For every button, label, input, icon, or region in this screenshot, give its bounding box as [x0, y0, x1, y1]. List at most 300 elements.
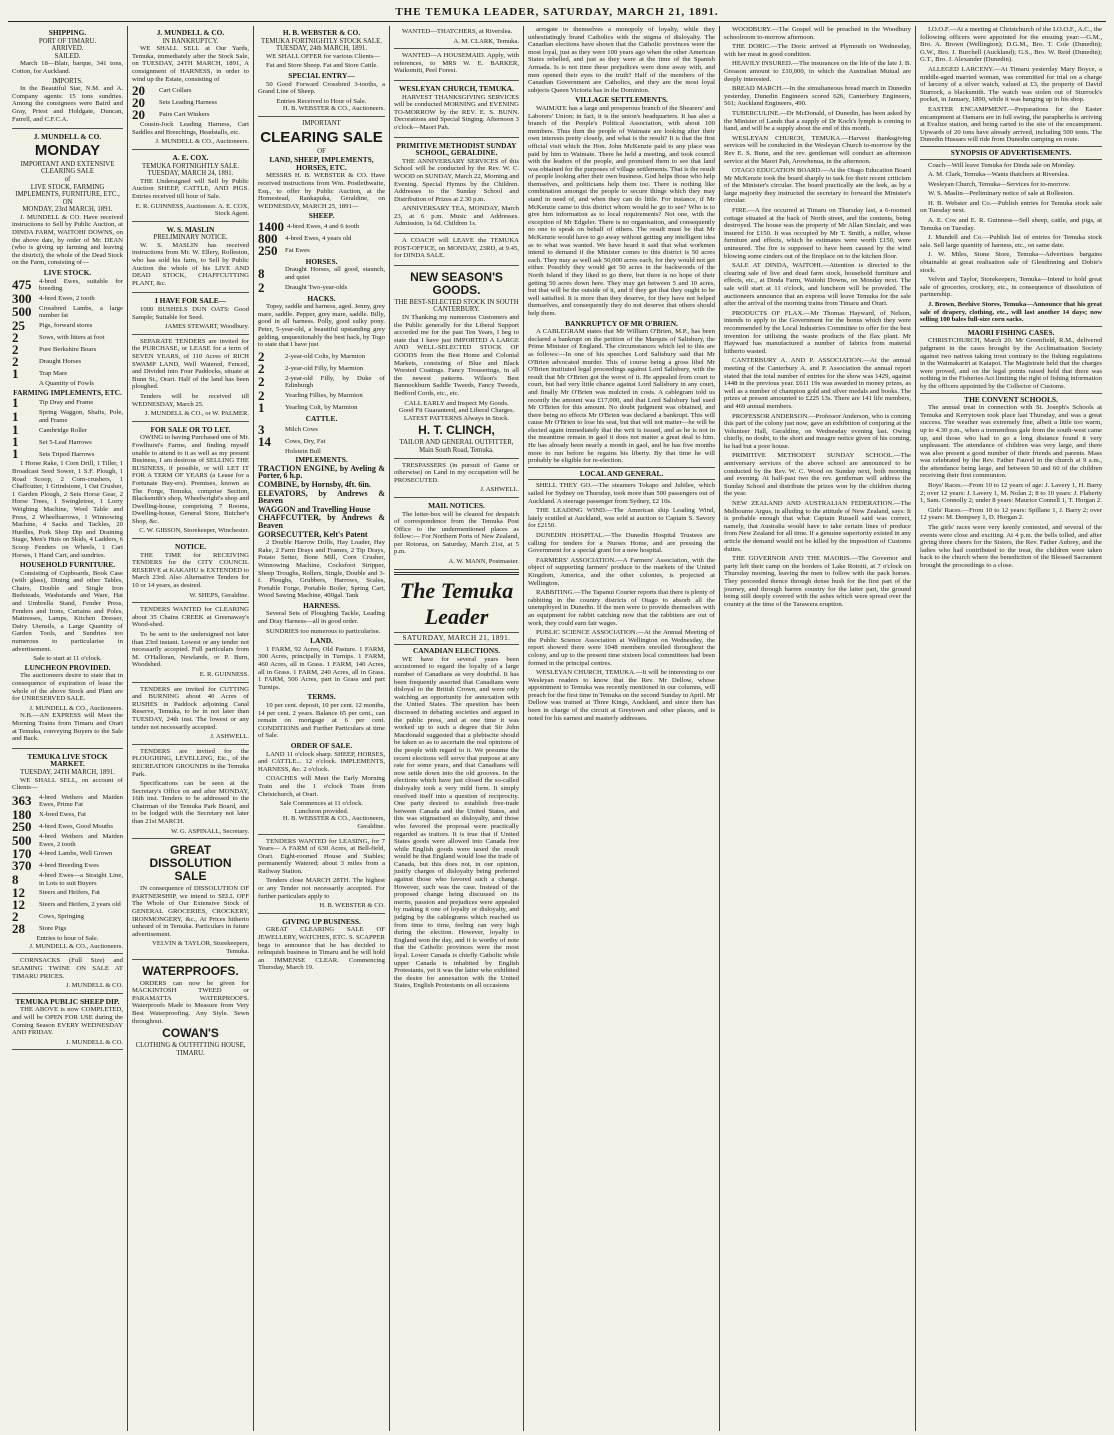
stock-item — [132, 85, 249, 97]
synopsis-item: Velvin and Taylor, Storekeepers, Temuka—Intend to hold great sale of groceries, crockery, etc., in consequence of dissolution of partnership. — [920, 276, 1102, 299]
stock-description: Spring Waggon, Shafts, Pole, and Frame — [39, 409, 123, 424]
dinda-sale-ad — [12, 130, 123, 749]
stock-description: 4-bred Wethers and Maiden Ewes, 2 tooth — [39, 832, 123, 848]
notice-text: THE TIME for RECEIVING TENDERS for the CITY COUNCIL RESERVE at KAKAHU is EXTENDED to March 23rd. Also Alternative Tenders for 10 or 14 years, as desired. — [132, 551, 249, 590]
coach-ad — [394, 235, 519, 266]
stock-description: Cows, Springing — [39, 913, 84, 921]
stock-quantity: 250 — [12, 818, 32, 834]
firm-name: J. MUNDELL & CO. — [156, 28, 225, 37]
news-item: OTAGO EDUCATION BOARD.—At the Otago Education Board Mr McKenzie took the board sharply to task for their recent criticism of the Minister's circular. The board practically ate the leek, as by a large majority they instructed the secretary to forward the Minister's circular. — [724, 167, 911, 205]
express-note: N.B.—AN EXPRESS will Meet the Morning Trains from Timaru and Orari at Temuka, conveying Buyers to the Sale and Back. — [12, 712, 123, 743]
stock-description: Tip Dray and Frame — [39, 399, 94, 407]
bankruptcy-text: A CABLEGRAM states that Mr William O'Brien, M.P., has been declared a bankrupt on the petition of the Marquis of Salisbury, the Prime Minister of England. The circumstances which led to this are as follows:—In one of his speeches Lord Salisbury said that Mr O'Brien advocated murder. This of course being a gross libel Mr O'Brien instituted legal proceedings against Lord Salisbury, with the result that Mr O'Brien got the worst of it. He appealed from court to court, but had very little chance against Lord Salisbury in any court, and finally Mr O'Brien was mulcted in costs. A cablegram told us recently the amount was £17,000, and that Lord Salisbury had sued Mr O'Brien for this amount. No doubt judgment was obtained, and there being no effects Mr O'Brien was declared a bankrupt. This will cause Mr O'Brien to lose his seat, but that will not matter—he will be elected again immediately that the writ is issued, and as he is not in the meantime remain in gaol it does not matter a great deal to him. He has already been nearly a month in gaol, and he has five months more to run before he regains his liberty. By that time he will probably be eligible for re-election. — [528, 328, 715, 465]
stock-quantity: 12 — [12, 885, 25, 901]
tender-deadline: Tenders will be received till WEDNESDAY, March 25. — [132, 392, 249, 408]
news-item: CANTERBURY A. AND P. ASSOCIATION.—At the annual meeting of the Canterbury A. and P. Association the annual report stated that the total number of entries for the show was 1429, against 1448 in the previous year. £611 19s was awarded in money prizes, as well as a number of champion gold and silver medals and books. The prizes at present amounted to £225 13s. There are 141 life members, and 469 annual members. — [724, 357, 911, 410]
stock-item — [12, 290, 123, 306]
maslin-text: W. S. MASLIN has received instructions from Mr. W. Ellery, Rolleston, who has sold his farm, to Sell by Public Auction the whole of his LIVE AND DEAD STOCK, CHAFFCUTTING PLANT, &c. — [132, 241, 249, 287]
signature: J. MUNDELL & CO., Auctioneers. — [29, 704, 123, 712]
sheep-dip-ad — [12, 995, 123, 1051]
news-item: I.O.O.F.—At a meeting at Christchurch of the I.O.O.F., A.C., the following officers were appointed for the ensuing year:—G.M., Bro. A. Brown (Wellington); D.G.M., Bro. T. Cole (Dunedin); G.W., Bro. J. Burchell (Auckland); G.S., Bro. W. Reid (Dunedin); G.T., Bro. J. Alexander (Dunedin). — [920, 26, 1102, 64]
stock-quantity: 1 — [12, 434, 19, 450]
girls-results: Girls' Races.—From 10 to 12 years: Spillane 1, J. Barry 2; over 12 years: M. Dempsey 1, D. Horgan 2. — [920, 506, 1102, 522]
on-label: ON — [62, 198, 73, 206]
stock-quantity: 12 — [12, 897, 25, 913]
stock-description: X-bred Ewes, Fat — [39, 811, 86, 819]
stock-quantity: 1 — [12, 408, 19, 424]
harness-ad — [132, 26, 249, 150]
cornsacks-text: CORNSACKS (Full Size) and SEAMING TWINE ON SALE AT TIMARU PRICES. — [12, 957, 123, 980]
rushes-text: TENDERS are invited for CUTTING and BURNING about 40 Acres of RUSHES in Paddock adjoining Canal Reserve, Temuka, to be in not later than TUESDAY, 24th inst. The lowest or any tender not necessarily accepted. — [132, 685, 249, 731]
synopsis-item: W. S. Maslin—Preliminary notice of sale at Rolleston. — [928, 190, 1074, 198]
news-item: FIRE.—A fire occurred at Timaru on Thursday last, a 6-roomed cottage situated at the back of North street, and the contents, being destroyed. The house was the property of Mr Allan Sinclair, and was insured for £150. It was occupied by Mr T. Smith, a miller, whose furniture and effects, which he estimates were worth £150, were uninsured. The fire is supposed to have been caused by the wind blowing some cinders out of the fireplace on to the kitchen floor. — [724, 207, 911, 260]
land-heading: LAND, SHEEP, IMPLEMENTS, HORSES, ETC. — [269, 155, 374, 172]
sheep-heading: SHEEP. — [308, 211, 335, 221]
lease-details: Tenders close MARCH 28TH. The highest or any Tender not necessarily accepted. For further particulars apply to — [258, 877, 385, 900]
stock-item — [12, 356, 123, 368]
signature: H. B. WEBSTER & CO., Auctioneers, Geraldine. — [282, 815, 385, 830]
imports-label: IMPORTS. — [52, 77, 83, 85]
cattle-heading: CATTLE. — [305, 414, 338, 423]
news-item: NEW ZEALAND AND AUSTRALIAN FEDERATION.—The Melbourne Argus, in alluding to the attitude of New Zealand, says: It is probable enough that what Captain Russell said was correct, namely, that Australia would have to take certain lines of produce from New Zealand for all time. If a genuine superiority existed in any article the demand would not be killed by the imposition of Customs duties. — [724, 500, 911, 553]
harvest-text: HARVEST THANKSGIVING SERVICES will be conducted MORNING and EVENING TO-MORROW by the REV. E. S. BUNN. Decorations and Special Singing. Afternoon 3 o'clock—Maori Pah. — [394, 93, 519, 131]
news-item: EASTER ENCAMPMENT.—Preparations for the Easter encampment at Oamaru are in full swing, the parapherlia is arriving at Evalize station, and being carted to the site of the encampment. Upwards of 20 tons have already arrived, including 500 tents. The Dunedin Hussars will ride from Dunedin camping en route. — [920, 105, 1102, 144]
news-item: PUBLIC SCIENCE ASSOCIATION.—At the Annual Meeting of the Public Science Association at Wellington on Wednesday, the report showed there were 1048 members enrolled throughout the colony, and up to the present time sixteen local committees had been formed in the principal centres. — [528, 629, 715, 667]
stock-item — [12, 923, 123, 935]
cox-heading: A. E. COX. — [172, 152, 209, 162]
signature: W. SHEPS, Geraldine. — [189, 591, 249, 599]
news-item: ALLEGED LARCENY.—At Timaru yesterday Mary Boyce, a middle-aged married woman, was committed for trial on a charge of larceny of a silver watch, valued at £3, the property of David Sturrock, a blacksmith. The watch was stolen out of Sturrock's pocket, in January, 1890, while it was hanging up in his shop. — [920, 65, 1102, 104]
maori-text: CHRISTCHURCH, March 20. Mr Greenfield, R.M., delivered judgment in the cases brought by the Acclimatisation Society against two natives taking trout contrary to the fishing regulations in the Waimakariri at Kaiapoi. The Magistrate held that the charges were proved, and on the legal points raised held that there was nothing in the Fisheries Act limiting the right of fishing information by the officers appointed by the Collector of Customs. — [920, 337, 1102, 390]
harness-misc: Cousin-Jock Leading Harness, Cart Saddles and Breechings, Headstalls, etc. — [132, 121, 249, 136]
important-heading: IMPORTANT AND EXTENSIVE CLEARING SALE — [20, 160, 115, 176]
village-heading: VILLAGE SETTLEMENTS. — [575, 95, 668, 105]
sale-start: Sale to start at 11 o'clock. — [33, 655, 102, 663]
important-label: IMPORTANT — [302, 119, 341, 127]
stock-description: Cows, Dry, Fat — [285, 437, 326, 445]
cattle-list — [258, 421, 385, 456]
news-item: HEAVILY INSURED.—The insurances on the life of the late J. B. Greason amount to £10,000, in which the Australian Mutual are deeply interested. — [724, 60, 911, 83]
convent-text: The annual treat in connection with St. Joseph's Schools at Temuka and Kerrytown took place last Thursday, and was a great success. The weather was extremely fine, albeit a little too warm, up to 4.30 p.m., when a tremendous gale from the south-west came up, and those who had to go a long distance found it very unpleasant. The attendance of children was very large, and there was also present a good number of their friends and parents. Mass was celebrated by the Rev. Father Fauvel in the church at 9 a.m., the attendance being large, and between 50 and 60 of the children receiving their first communion. — [920, 404, 1102, 480]
stock-description: 2-year-old Colts, by Marmion — [285, 353, 366, 361]
cowan-heading: COWAN'S — [162, 1026, 219, 1041]
live-stock-heading: LIVE STOCK. — [43, 268, 92, 278]
notice-ad — [132, 540, 249, 603]
oats-text: 1000 BUSHELS DUN OATS: Good Sample; Suitable for Seed. — [132, 306, 249, 321]
stock-description: 4-bred Lambs, Well Grown — [39, 850, 113, 858]
stock-quantity: 1 — [12, 395, 19, 411]
stock-description: 2-year-old Filly, by Marmion — [285, 365, 364, 373]
stock-quantity: 1400 — [258, 218, 284, 234]
canada-continued: arrogate to themselves a monopoly of loyalty, while they unhesitatingly brand Catholics with the stigma of disloyalty. The Canadian elections have shown that the Catholic provinces were the most loyal, just as they were 100 years ago when the other American States rebelled, and just as they were at the time of the Spanish Armada. Is is not time these prejudices were done away with, and men opened their eyes to the truth? Half of the members of the Canadian Government are Catholics, and they are the most loyal subjects Queen Victoria has in the Dominion. — [528, 26, 715, 94]
stock-item — [12, 380, 123, 388]
waggon-line: WAGGON and Travelling House — [258, 504, 371, 514]
column-6 — [720, 26, 916, 1431]
order-heading: ORDER OF SALE. — [290, 740, 353, 750]
stock-item — [12, 448, 123, 460]
news-item: WESLEYAN CHURCH, TEMUKA.—Harvest thanksgiving services will be conducted in the Wesleyan Church to-morrow by the Rev E. S. Bunn, and the rev. gentleman will conduct an afternoon service at the Maori Pah, Arowhenua, in the afternoon. — [724, 134, 911, 165]
dip-heading: TEMUKA PUBLIC SHEEP DIP. — [15, 996, 120, 1006]
stock-quantity: 2 — [12, 354, 19, 369]
terms-heading: TERMS. — [307, 692, 336, 702]
combine-line: COMBINE, by Hornsby, 4ft. 6in. — [258, 479, 371, 489]
dissolution-ad — [132, 840, 249, 959]
forsale-text: OWING to having Purchased one of Mr. Fowlhurst's Farms, and finding myself unable to attend to it as well as my present Business, I am desirous of SELLING THE BUSINESS, if possible, or will LET IT FOR A TERM OF YEARS (a Lease for a Fortunate Buy-ers). Premises, known as The Forge, Temuka, comprise Section, Blacksmith's shop, Wheelwright's shop and Dwelling-house, comprising 7 Rooms, Dwelling-house, General Store, Butcher's Shop, &c. — [132, 434, 249, 525]
of-label: OF — [317, 147, 326, 155]
stock-description: 4-bred Breeding Ewes — [39, 862, 99, 870]
mail-text: The letter-box will be cleared for despatch of correspondence from the Temuka Post Office to the undermentioned places as follow:— For Northern Ports of New Zealand, per Rotorua, on Saturday, March 21st, at 5 p.m. — [394, 510, 519, 556]
signature: J. MUNDELL & CO., Auctioneers. — [155, 138, 249, 146]
stock-quantity: 2 — [258, 348, 265, 364]
column-4 — [390, 26, 524, 1431]
stock-item — [12, 424, 123, 436]
imports-text: In the Beautiful Star, N.M. and A. Company agents: 15 tons sundries. Among the consignees were Baird and Gray, Priest and Holdgate, Duncan, Farrell, and C.F.C.A. — [12, 85, 123, 123]
wesleyan-heading: WESLEYAN CHURCH, TEMUKA. — [399, 83, 514, 93]
sheep-list — [258, 218, 385, 258]
commence-note: Sale Commences at 11 o'clock. — [279, 800, 364, 808]
lease-text: TENDERS WANTED for LEASING, for 7 Years— A FARM of 630 Acres, at Bell-field, Orari. Eight-roomed House and Stables; permanently Watered; about 3 miles from a Railway Station. — [258, 837, 385, 875]
call-early: CALL EARLY and Inspect My Goods. — [404, 399, 509, 407]
stock-description: 4-bred Wethers and Maiden Ewes, Prime Fat — [39, 793, 123, 809]
signature: J. MUNDELL & CO., Auctioneers. — [29, 942, 123, 950]
firm-name: H. B. WEBSTER & CO. — [282, 28, 361, 37]
implements-text: 2 Double Harrow Drills, Hay Loader, Hay Rake, 2 Farm Drays and Frames, 2 Tip Drays, Potato Setter, Bone Mill, Corn Crusher, Winnowing Machine, Cocksfoot Stripper, Sheep Troughs, Rollers, Single, Double and 3-f. Ploughs, Grubbers, Harrows, Scales, Portable Forge, Portable Boiler, Spring Cart, Wood Sawing Machine, 400gal. Tank — [258, 539, 385, 600]
stock-quantity: 2 — [258, 360, 265, 376]
stock-description: 4-bred Ewes, suitable for breeding — [39, 277, 123, 293]
signature: JAMES STEWART, Woodbury. — [164, 323, 249, 331]
stock-description: Draught Horses — [39, 358, 82, 366]
engine-line: TRACTION ENGINE, by Aveling & Porter, 6 h.p. — [258, 463, 385, 481]
live-stock-list — [12, 278, 123, 388]
sale-date: TUESDAY, 24th MARCH, 1891. — [275, 45, 368, 53]
stock-description: 4-bred Ewes, 4 and 6 tooth — [287, 223, 360, 231]
news-item: WESLEYAN CHURCH, TEMUKA.—It will be interesting to our Wesleyan readers to know that the Rev. Mr Dellow, whose appointment to Temuka was recently mentioned in our columns, will preach for the first time in Temuka on the second Sunday in April. Mr Dellow was trained at Three Kings, Auckland, and since then has been in charge of the circuit at Greytown and other places, and is noted for his earnest and masterly addresses. — [528, 669, 715, 722]
special-text: 50 Good Forward Crossbred 3-tooths, a Grand Line of Sheep. — [258, 80, 385, 96]
horses-list — [258, 266, 385, 293]
land-list-text: 1 FARM, 92 Acres, Old Pasture. 1 FARM, 300 Acres, principally in Turnips. 1 FARM, 460 Acres, all in Grass. 1 FARM, 140 Acres, all in Grass. 1 FARM, 240 Acres, all in Grass. 1 FARM, 506 Acres, part in Grass and part Turnips. — [258, 645, 385, 691]
sale-title: TEMUKA FORTNIGHTLY STOCK SALE. — [261, 37, 382, 45]
stock-item — [12, 911, 123, 923]
stock-description: Milch Cows — [285, 425, 318, 433]
giving-up-heading: GIVING UP BUSINESS. — [282, 916, 361, 926]
stock-item — [12, 305, 123, 320]
thatchers-ad — [394, 26, 519, 49]
signature: H. B. WEBSTER & CO., Auctioneers. — [282, 105, 385, 113]
stock-description: Yearling Fillies, by Marmion — [285, 392, 363, 400]
jewellery-ad — [258, 915, 385, 977]
lunch-note: Luncheon provided. — [294, 807, 349, 815]
notice-heading: NOTICE. — [174, 542, 206, 552]
synopsis-item: A. E. Cox and E. R. Guinness—Sell sheep, cattle, and pigs, at Temuka on Tuesday. — [920, 217, 1102, 232]
stock-item — [12, 344, 123, 356]
stock-item — [258, 421, 385, 437]
maslin-ad — [132, 223, 249, 294]
news-item: PRIMITIVE METHODIST SUNDAY SCHOOL.—The anniversary services of the above school are announced to be conducted by the Rev. W. C. Wood on Sunday next, both morning and evening. At half-past two the rev. gentleman will address the Sunday School and distribute the prizes won by the children during the year. — [724, 452, 911, 498]
clearing-intro: MESSRS H. B. WEBSTER & CO. Have received instructions from Wm. Postlethwaite, Esq., to offer by Public Auction, at the Homestead, Rankapuka, Geraldine, on WEDNESDAY, MARCH 25, 1891— — [258, 172, 385, 210]
stock-item — [12, 332, 123, 344]
stock-item — [258, 433, 385, 449]
implements-misc: 1 Horse Rake, 1 Corn Drill, 1 Tiller, 1 Broadcast Seed Sower, 1 S.F. Plough, 1 Road Scoop, 2 Corn-crushers, 1 Chaffcutter, 1 Grindstone, 1 Oat Crusher, 1 Garden Plough, 2 Sets Horse Gear, 2 Horse Trees, 1 Swingletree, 1 Lorry Weighing Machine, Wool Table and Press, 2 Wheelbarrows, 1 Winnowing Machine, 4 Sacks and Tackles, 20 Hurdles, Pork Shop Dip and Draining Stage, Men's Huts on Skids, 4 Ladders, 6 Scoop Fenders on Wheels, 1 Cart Horses, 1 Hand Cart, and sundries. — [12, 460, 123, 559]
signature: J. ASHWELL. — [210, 733, 249, 741]
of-label: of — [64, 175, 71, 183]
canada-heading: CANADIAN ELECTIONS. — [412, 646, 501, 656]
signature: J. MUNDELL & CO., or W. PALMER. — [144, 410, 249, 418]
bankruptcy-heading: BANKRUPTCY OF MR O'BRIEN. — [565, 318, 678, 328]
ploughing-details: Specifications can be seen at the Secretary's Office on and after MONDAY, 16th inst. Tenders to be addressed to the Chairman of the Temuka Park Board, and to be lodged with the Secretary not later than 21st MARCH. — [132, 780, 249, 826]
boys-results: Boys' Races.—From 10 to 12 years of age: J. Lavery 1, H. Barry 2; over 12 years: J. Lavery 1, M. Nolan 2; 8 to 10 years: J. Flaherty 1, Sam. Connolly 2; under 8 years: Maurice Connell 1, T. Horgan 2. — [920, 482, 1102, 505]
horses-heading: HORSES. — [305, 256, 338, 266]
webster-stock-ad — [258, 26, 385, 117]
sale-intro: J. MUNDELL & CO. Have received instructions to Sell by Public Auction, at DINDA FARM, WAITOHI DOWNS, on the above date, by order of Mr. DEAN (who is giving up farming and leaving the district), the whole of the Dead Stock on the Farm, consisting of— — [12, 213, 123, 267]
firm-name: J. MUNDELL & CO. — [33, 132, 102, 142]
hacks-text: Topsy, saddle and harness, aged. Jenny, grey mare, saddle. Pepper, grey mare, saddle. Billy, good in all harness. Polly, good sulky pony. Peter, 5-year-old, a beautiful upstanding grey gelding, unquestionably the best hack, by Togo to state that I have just — [258, 303, 386, 349]
stock-description: Set 5-Leaf Harrows — [39, 438, 92, 446]
stock-description: 4-bred Ewes, 2 tooth — [39, 295, 95, 303]
port-title: PORT OF TIMARU. — [38, 37, 97, 45]
stock-quantity: 2 — [258, 388, 265, 403]
news-item: TUBERCULINE.—Dr McDonald, of Dunedin, has been asked by the Minister of Lands that a supply of Dr Koch's lymph is coming to hand, and will be a supply about the end of this month. — [724, 109, 911, 133]
land-list-heading: LAND. — [310, 636, 333, 646]
cox-text: THE Undersigned will Sell by Public Auction SHEEP, CATTLE, AND PIGS. Entries received till hour of Sale. — [132, 177, 249, 200]
stock-item — [12, 899, 123, 911]
signature: VELVIN & TAYLOR, Storekeepers, Temuka. — [152, 940, 249, 955]
signature: W. G. ASPINALL, Secretary. — [171, 827, 249, 835]
stock-quantity: 180 — [12, 806, 32, 822]
issue-date: SATURDAY, MARCH 21, 1891. — [402, 633, 511, 642]
signature: C. W. GIBSON, Storekeeper, Winchester. — [139, 527, 249, 535]
news-item: PROFESSOR ANDERSON.—Professor Anderson, who is coming this part of the colony just now, gave an exhibition of conjuring at the Volunteer Hall, Geraldine, on Wednesday evening last. Owing chiefly, no doubt, to the short and meagre notice given of his coming, he had but a poor house. — [724, 412, 911, 450]
waterproofs-ad — [132, 961, 249, 1061]
stock-quantity: 1 — [12, 422, 19, 438]
stock-item — [12, 436, 123, 448]
harness-text: WE SHALL SELL at Our Yards, Temuka, immediately after the Stock Sale, on TUESDAY, 24TH MARCH, 1891, A consignment of HARNESS, in order to wind up the Estate, consisting of — [132, 45, 249, 83]
signature: E. R. GUINNESS. — [199, 670, 249, 678]
shipping-section — [12, 26, 123, 129]
items-heading: LIVE STOCK, FARMING IMPLEMENTS, FURNITURE, ETC., — [15, 183, 120, 199]
auctioneer-note: The auctioneers desire to state that in consequence of expiration of lease the whole of the above Stock and Plant are for UNRESERVED SALE. — [12, 672, 123, 703]
newspaper-title: The Temuka Leader — [399, 577, 514, 629]
stock-item — [258, 348, 385, 364]
stock-description: Crossbred Lambs, a large number fat — [39, 304, 123, 320]
stock-item — [258, 402, 385, 414]
oats-heading: I HAVE FOR SALE— — [154, 296, 227, 306]
canada-text: WE have for several years been accustomed to regard the loyalty of a large number of Canadians as very doubtful. It has been frequently asserted that Canadians were disloyal to the British Crown, and were only watching an opportunity for annexation with the United States. The question has been discussed in debating societies and argued in the public press, and at one time it was worked up to such a degree that Sir John Macdonald suggested that a plebiscite should be taken so as to ascertain the real opinions of the people with regard to it. We presume the recent elections will serve that purpose at any rate for some years, and that Canadians will now settle down into the old grooves. In the elections which have just closed the so-called disloyalty took a very mild form. It simply resolved itself into a question of reciprocity. One party desired to establish free-trade between Canada and the United States, and this was stigmatised as disloyalty, and those who favored the proposal were practically regarded as traitors. It is true that if United States goods were allowed into Canada free while English goods were taxed the result would be that England would lose the trade of Canada, but this does not, in our opinion, justify charges of disloyalty being preferred against those who favored such a change. However, such was the case. Instead of the proposed change being discussed on its merits, passion and prejudices were appealed by making it one of loyalty or disloyalty, and judging by the cablegrams which reached us from time to time, feeling ran very high during the election. However, loyalty to England won the day, and it is worthy of note that the Catholic provinces were the most loyal. Lower Canada is chiefly Catholic while upper Canada is inhabited by English Protestants, yet it was the latter who exhibited the desire for annexation with the United States, English Protestants on all occasions — [394, 655, 519, 990]
stock-quantity: 800 — [258, 230, 278, 246]
special-heading: SPECIAL ENTRY— — [288, 70, 355, 80]
stock-description: 4-bred Ewes—a Straight Line, in Lots to suit Buyers — [39, 872, 123, 887]
giving-up-text: GREAT CLEARING SALE OF JEWELLERY, WATCHES, ETC. S. SCAPPER begs to announce that he has decided to relinquish business in Timaru and he will hold an IMMENSE CLEAR. Commencing Thursday, March 19. — [258, 926, 385, 972]
stock-description: Fat Ewes — [285, 247, 310, 255]
stock-description: A Quantity of Fowls — [39, 380, 94, 387]
stock-description: Trap Mare — [39, 370, 68, 378]
stock-description: Holstein Bull — [285, 447, 321, 455]
synopsis-item: H. B. Webster and Co.—Publish entries for Temuka stock sale on Tuesday next. — [920, 199, 1102, 215]
convent-heading: THE CONVENT SCHOOLS. — [964, 394, 1058, 404]
synopsis-heading: SYNOPSIS OF ADVERTISEMENTS. — [950, 147, 1072, 157]
synopsis-item: A. M. Clark, Temuka—Wants thatchers at Riverslea. — [928, 171, 1070, 179]
cox-title: TEMUKA FORTNIGHTLY SALE. TUESDAY, MARCH 24, 1891. — [141, 162, 240, 178]
elevators-line: ELEVATORS, by Andrews & Beaven — [258, 488, 385, 506]
news-item: DUNEDIN HOSPITAL.—The Dunedin Hospital Trustees are calling for tenders for a Nurses Home, and are pressing the Government for a special grant for a new hospital. — [528, 532, 715, 555]
column-1 — [8, 26, 128, 1431]
stock-quantity: 363 — [12, 793, 32, 809]
coach-text: A COACH will LEAVE the TEMUKA POST-OFFICE, on MONDAY, 23RD, at 9.45, for DINDA SALE. — [394, 237, 519, 260]
tea-text: ANNIVERSARY TEA, MONDAY, March 23, at 6 p.m. Music and Addresses. Admission, 1s 6d. Children 1s. — [394, 205, 519, 228]
stock-item — [258, 390, 385, 402]
entries-note: Entries Received to Hour of Sale. — [276, 97, 367, 105]
stock-item — [12, 320, 123, 332]
stock-quantity: 500 — [12, 832, 32, 848]
stock-item — [258, 448, 385, 456]
clearing-sale-ad — [258, 118, 385, 835]
signature: A. W. MANN, Postmaster. — [448, 558, 519, 566]
stock-description: Yearling Colt, by Marmion — [285, 404, 358, 412]
dissolution-text: IN consequence of DISSOLUTION OF PARTNERSHIP, we intend to SELL OFF The Whole of Our Extensive Stock of GENERAL GROCERIES, CROCKERY, IRONMONGERY, &c., At Prices hitherto unheard of in Temuka. Particulars in future advertisement. — [132, 885, 249, 938]
stock-quantity: 1 — [12, 366, 19, 381]
implements-heading: IMPLEMENTS. — [295, 455, 348, 465]
harness-heading: HARNESS. — [303, 600, 340, 610]
stock-description: Steers and Heifers, Fat — [39, 889, 100, 897]
signature: J. MUNDELL & CO. — [65, 982, 123, 990]
stock-quantity: 2 — [12, 909, 19, 925]
stock-market-ad — [12, 750, 123, 955]
stock-description: Steers and Heifers, 2 years old — [39, 901, 121, 909]
news-item: SALE AT DINDA, WAITOHI.—Attention is directed to the clearing sale of live and dead farm stock, household furniture and effects, etc., at Dinda Farm, Waitohi Downs, on Monday next. The sale will start at 11 o'clock, and luncheon will be provided. The auctioneers announce that an express will leave Temuka for the sale after the arrival of the morning trains from Timaru and Orari. — [724, 262, 911, 308]
maori-heading: MAORI FISHING CASES. — [967, 327, 1055, 337]
stock-item — [12, 872, 123, 887]
news-item: BREAD MARCH.—In the simultaneous bread march in Dunedin yesterday, Dunedin Engineers scored 626, Canterbury Engineers, 561; Auckland Engineers, 490. — [724, 85, 911, 108]
local-general-heading: LOCAL AND GENERAL. — [579, 468, 664, 478]
synopsis-item: J. Mundell and Co.—Publish list of entries for Temuka stock sale. Sell large quantity of harness, etc., on same date. — [920, 234, 1102, 249]
stock-item — [12, 368, 123, 380]
stock-description: Draught Two-year-olds — [285, 283, 348, 291]
column-3 — [254, 26, 390, 1431]
household-text: Consisting of Cupboards, Book Case (with glass), Dining and other Tables, Chairs, Double and Single Iron Bedsteads, Washstands and Ware, Hat and Umbrella Stand, Fender Press, Fenders and Irons, Curtains and Poles, Mattresses, Lamps, Kitchen Dresser, Dairy Utensils, a Large Quantity of Garden Tools, and Sundries too numerous to particularise in advertisement. — [12, 569, 123, 653]
stock-quantity: 14 — [258, 433, 271, 449]
stock-description: Sets Tripod Harrows — [39, 450, 95, 458]
stock-item — [258, 266, 385, 281]
primitive-text: THE ANNIVERSARY SERVICES of this School will be conducted by the Rev. W. C. WOOD on SUNDAY, March 22, Morning and Evening. Special Hymns by the Children. Addresses to the Sunday School and Distribution of Prizes at 2.30 p.m. — [394, 157, 519, 203]
rushes-tender-ad — [132, 684, 249, 745]
stock-description: 4-bred Ewes, Good Mouths — [39, 823, 113, 831]
ploughing-text: TENDERS are invited for the PLOUGHING, LEVELLING, Etc., of the RECREATION GROUNDS in the Temuka Park. — [132, 747, 249, 778]
market-intro: WE SHALL SELL, on account of Clients— — [12, 776, 123, 792]
cox-ad — [132, 151, 249, 222]
primitive-ad — [394, 139, 519, 235]
maslin-heading: W. S. MASLIN — [166, 224, 215, 234]
stock-description: Store Pigs — [39, 925, 67, 933]
stock-quantity: 8 — [12, 871, 19, 887]
stock-quantity: 20 — [132, 95, 145, 111]
waterproofs-text: ORDERS can now be given for MACKINTOSH TWEED or PARAMATTA WATERPROOFS. Waterproofs Made to Measure from Very Best Waterproofing. Any Style. Sewn throughout. — [132, 979, 249, 1025]
stock-quantity: 2 — [12, 330, 19, 345]
wesleyan-ad — [394, 82, 519, 138]
clinch-sub: TAILOR AND GENERAL OUTFITTER, Main South Road, Temuka. — [399, 439, 514, 454]
clearing-text: TENDERS WANTED for CLEARING about 35 Chains CREEK at Greenaway's Wood-shed. — [132, 606, 249, 629]
gorse-line: GORSECUTTER, Kelt's Patent — [258, 529, 368, 539]
clinch-ad — [394, 267, 519, 459]
stock-quantity: 1 — [258, 400, 265, 415]
stock-item — [258, 360, 385, 376]
shipping-title: SHIPPING. — [48, 28, 87, 37]
page-masthead: THE TEMUKA LEADER, SATURDAY, MARCH 21, 1891. — [8, 6, 1106, 22]
stock-item — [12, 397, 123, 409]
stock-quantity: 1 — [12, 446, 19, 462]
stock-quantity: 28 — [12, 921, 25, 937]
signature: J. ASHWELL. — [480, 486, 519, 494]
news-item: SHELL THEY GO.—The steamers Tokapo and Jubilee, which sailed for Sydney on Thursday, took more than 500 passengers out of Auckland. A steerage passenger from Sydney, £2 10s. — [528, 482, 715, 505]
best-stock-heading: THE BEST-SELECTED STOCK IN SOUTH CANTERBURY. — [394, 298, 519, 314]
implements-heading: FARMING IMPLEMENTS, ETC. — [13, 387, 122, 397]
clearing-heading: CLEARING SALE — [260, 128, 383, 146]
signature: A. M. CLARK, Temuka. — [453, 37, 519, 45]
stock-description: Pigs, forward stores — [39, 322, 93, 330]
synopsis-item: Wesleyan Church, Temuka—Services for to-morrow. — [928, 180, 1071, 188]
stock-quantity: 20 — [132, 107, 145, 123]
prelim-heading: PRELIMINARY NOTICE. — [153, 234, 228, 242]
stock-item — [132, 97, 249, 109]
forsale-heading: FOR SALE OR TO LET. — [150, 424, 231, 434]
stock-item — [12, 409, 123, 424]
news-item: RABBITING.—The Tapanui Courier reports that there is plenty of rabbiting in the country districts of Otago to absorb all the unemployed in Dunedin. If the men were to provide themselves with an equipment for rabbit catching now that the rabbiters are out of work, they could earn fair wages. — [528, 589, 716, 627]
harness-text: Several Sets of Ploughing Tackle, Leading and Dray Harness—all in good order. — [258, 610, 385, 626]
sailed-label: SAILED. — [54, 52, 81, 60]
stock-item — [12, 860, 123, 872]
stock-description: Draught Horses, all good, staunch, and quiet — [285, 266, 385, 282]
trespass-text: TRESPASSERS (in pursuit of Game or otherwise) on Land in my occupation will be PROSECUTED. — [394, 461, 519, 484]
news-item: THE GOVERNOR AND THE MAORIS.—The Governor and party left their camp on the borders of Lake Rotoiti, at 7 o'clock on Thursday morning, leaving the men to follow with the pack horses. They proceeded thence through dense bush for the first part of the journey, and through barren country for the latter part, the ground being still deeply covered with the ashes which were spread over the country at the time of the Tarawera eruption. — [724, 555, 911, 608]
household-heading: HOUSEHOLD FURNITURE. — [19, 560, 116, 570]
terms-text: 10 per cent. deposit, 10 per cent. 12 months, 14 per cent. 2 years. Balance 65 per cent., can remain on mortgage at 6 per cent. CONDITIONS and Further Particulars at time of Sale. — [258, 702, 385, 740]
clearing-details: To be sent to the undersigned not later than 23rd instant. Lowest or any tender not necessarily accepted. Full particulars from M. O'Halloran, Newlands, or P. Burn, Woodshed. — [132, 631, 249, 669]
monday-heading: MONDAY — [34, 141, 101, 159]
stock-description: Sets Leading Harness — [159, 99, 217, 107]
sundries-text: SUNDRIES too numerous to particularise. — [266, 627, 381, 635]
trespass-ad — [394, 460, 519, 498]
fit-note: Good Fit Guaranteed, and Liberal Charges. — [398, 407, 515, 415]
village-text: WAIMATE has a large and prosperous branch of the Shearers' and Laborers' Union; in fact, it is the union's headquarters. It has also a branch of the People's Political Association, with about 100 members. Thus then the people of Waimate are looking after their own interests pretty closely, and what is the result? It is that the first official visit which the Hon. John McKenzie paid to any place was paid by him to Waimate. There he held a meeting, and took council with the leaders of the people, and promised them to see that land was obtained for the purposes of village settlements. That is the result of people looking after their own business. God helps those who help themselves, and politicians help them too. There is nothing like combination amongst the people to secure things which they may stand in need of, and when they can do little. For instance, if Mr McKenzie came to this district whom would he go to see? Who is to give him information as to local requirements? Not one, with the exception of Mr Edgeler. There is no organisation, and consequently no one to speak on behalf of others. The result must be that Mr McKenzie would have to go away without getting any intelligent idea as to what was wanted. We have heard it said that what workmen intend to demand if the Minister comes to this district is 50 acres each. They may as well ask 50,000 acres each, for they would not get either. Possibly they would get 50 acres in the backwoods of the North Island if they liked to go there, but there is no hope of their getting 50 acres down here. They may get between 5 and 10 acres, but that will be the outside of it, and if they get that they ought to be well satisfied. It is more than they deserve, for they have not helped themselves, and consequently they do not deserve that others should help them. — [528, 104, 715, 317]
stock-item — [258, 242, 385, 258]
synopsis-item: J. Brown, Beehive Stores, Temuka—Announce that his great sale of drapery, clothing, etc., will last another 14 days; now selling 100 bales full-size corn sacks. — [920, 301, 1102, 324]
stock-item — [258, 279, 385, 295]
implements-list — [12, 397, 123, 460]
news-item: FARMERS' ASSOCIATION.—A Farmers' Association, with the object of supporting farmers' produce to the markets of the United Kingdom, America, and the other colonies, is projected at Wellington. — [528, 556, 715, 587]
stock-description: Cart Collars — [159, 87, 192, 95]
stock-item — [132, 109, 249, 121]
news-item: THE LEADING WIND.—The American ship Leading Wind, lately scuttled at Auckland, was sold at auction to Captain S. Savory for £2150. — [528, 507, 715, 530]
synopsis-item: Coach—Will leave Temuka for Dinda sale on Monday. — [928, 161, 1076, 169]
stock-item — [258, 375, 385, 390]
land-tender-ad — [132, 336, 249, 422]
stock-description: Cambridge Roller — [39, 426, 88, 434]
bankruptcy-heading: IN BANKRUPTCY. — [162, 37, 219, 45]
signature: J. MUNDELL & CO. — [65, 1038, 123, 1046]
housemaid-text: WANTED—A HOUSEMAID. Apply, with references, to MRS W. E. BARKER, Waikomiti, Peel Forest. — [394, 52, 519, 75]
ploughing-tender-ad — [132, 746, 249, 840]
column-5 — [524, 26, 720, 1431]
mail-notices — [394, 499, 519, 570]
oats-ad — [132, 294, 249, 334]
cornsacks-ad — [12, 955, 123, 993]
colts-list — [258, 348, 385, 415]
latest-note: LATEST PATTERNS Always in Stock. — [403, 414, 510, 422]
dip-text: THE ABOVE is now COMPLETED, and will be OPEN FOR USE during the Coming Season EVERY WEDNESDAY AND FRIDAY. — [12, 1006, 123, 1037]
stock-quantity: 170 — [12, 846, 32, 862]
waterproofs-heading: WATERPROOFS. — [142, 963, 239, 978]
sale-items: Fat and Store Sheep. Fat and Store Cattle. — [266, 62, 378, 70]
stock-description: Pure Berkshire Boars — [39, 346, 97, 354]
signature: E. R. GUINNESS, Auctioneer. A. E. COX, Stock Agent. — [135, 202, 249, 218]
